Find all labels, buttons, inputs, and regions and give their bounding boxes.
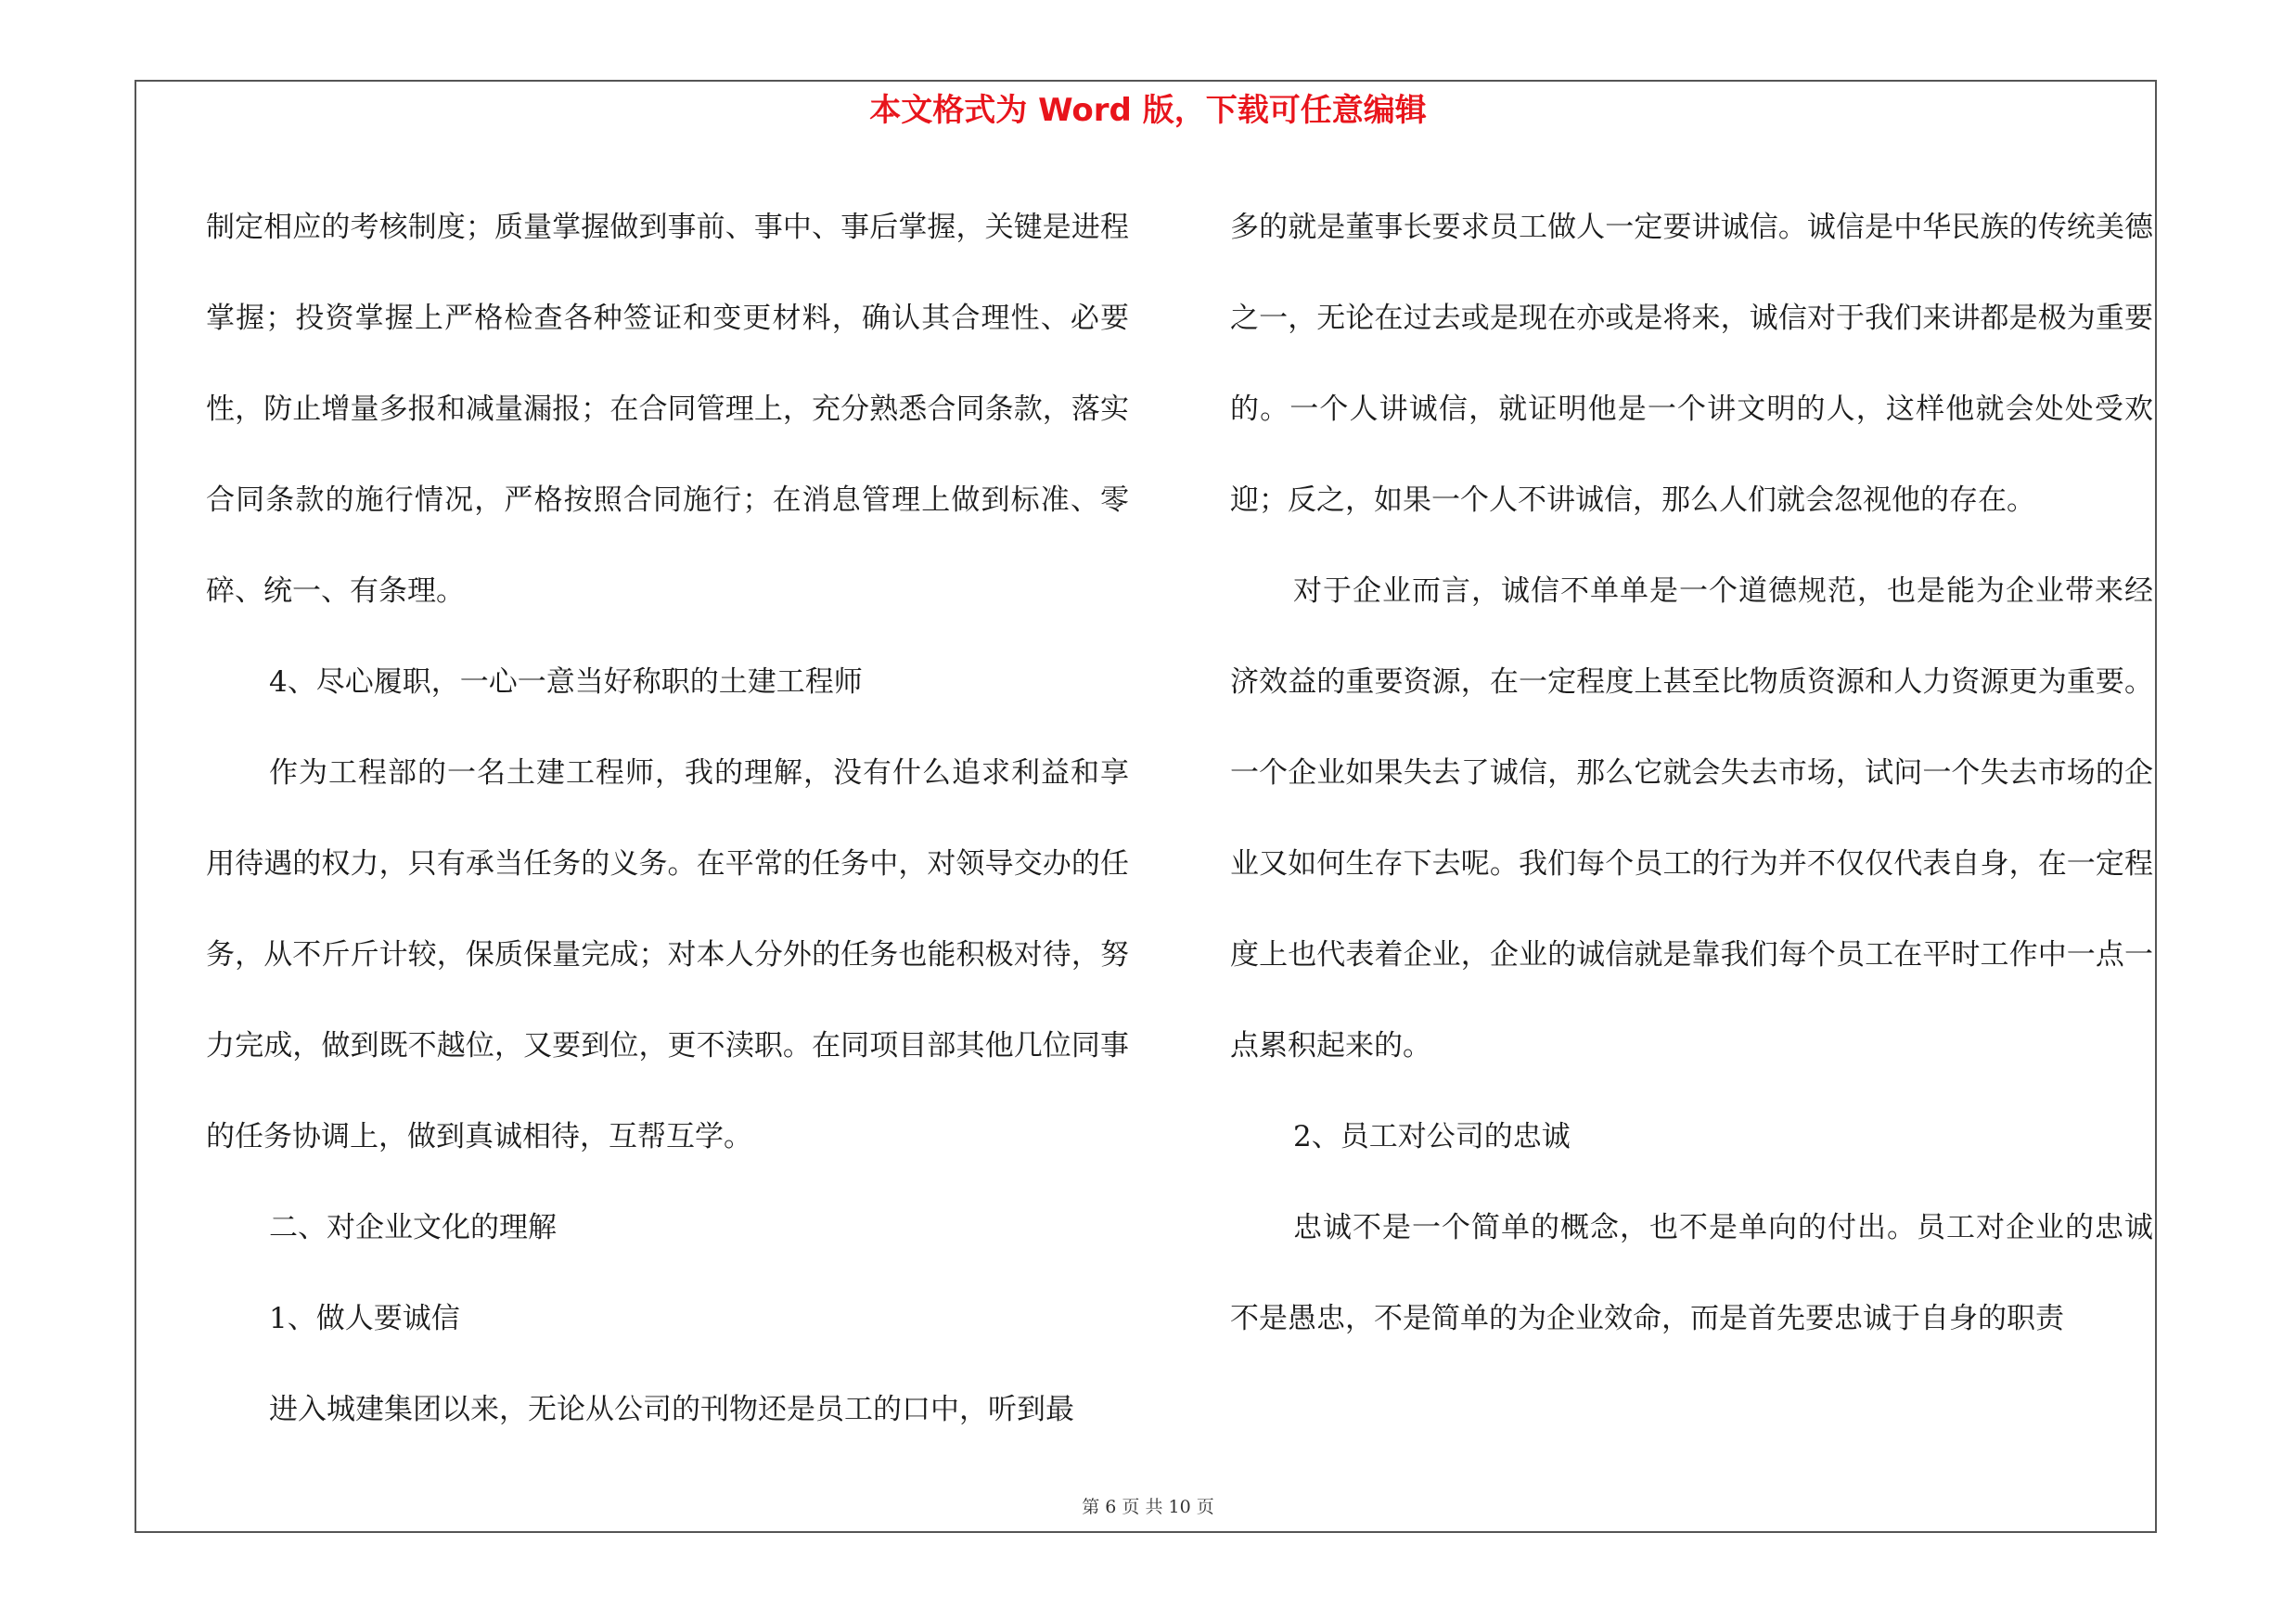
left-column — [206, 182, 1129, 1455]
section-heading: 二、对企业文化的理解 — [269, 1211, 557, 1244]
right-column — [1230, 182, 2153, 1364]
section-heading: 1、做人要诚信 — [269, 1302, 460, 1335]
paragraph: 多的就是董事长要求员工做人一定要讲诚信。诚信是中华民族的传统美德之一，无论在过去或是现在亦或是将来，诚信对于我们来讲都是极为重要的。一个人讲诚信，就证明他是一个讲文明的人，这样他就会处处受欢迎；反之，如果一个人不讲诚信，那么人们就会忽视他的存在。 — [1230, 211, 2153, 517]
paragraph: 作为工程部的一名土建工程师，我的理解，没有什么追求利益和享用待遇的权力，只有承当任务的义务。在平常的任务中，对领导交办的任务，从不斤斤计较，保质保量完成；对本人分外的任务也能积极对待，努力完成，做到既不越位，又要到位，更不渎职。在同项目部其他几位同事的任务协调上，做到真诚相待，互帮互学。 — [206, 756, 1129, 1153]
paragraph: 进入城建集团以来，无论从公司的刊物还是员工的口中，听到最 — [269, 1393, 1074, 1426]
section-heading: 2、员工对公司的忠诚 — [1293, 1120, 1571, 1153]
paragraph: 制定相应的考核制度；质量掌握做到事前、事中、事后掌握，关键是进程掌握；投资掌握上严格检查各种签证和变更材料，确认其合理性、必要性，防止增量多报和减量漏报；在合同管理上，充分熟悉合同条款，落实合同条款的施行情况，严格按照合同施行；在消息管理上做到标准、零碎、统一、有条理。 — [206, 211, 1129, 608]
section-heading: 4、尽心履职，一心一意当好称职的土建工程师 — [269, 665, 863, 699]
header-banner: 本文格式为 Word 版，下载可任意编辑 — [869, 92, 1427, 129]
page-indicator: 第 6 页 共 10 页 — [1082, 1497, 1214, 1517]
paragraph: 忠诚不是一个简单的概念，也不是单向的付出。员工对企业的忠诚不是愚忠，不是简单的为企业效命，而是首先要忠诚于自身的职责 — [1230, 1211, 2153, 1335]
paragraph: 对于企业而言，诚信不单单是一个道德规范，也是能为企业带来经济效益的重要资源，在一定程度上甚至比物质资源和人力资源更为重要。一个企业如果失去了诚信，那么它就会失去市场，试问一个失去市场的企业又如何生存下去呢。我们每个员工的行为并不仅仅代表自身，在一定程度上也代表着企业，企业的诚信就是靠我们每个员工在平时工作中一点一点累积起来的。 — [1230, 574, 2153, 1063]
